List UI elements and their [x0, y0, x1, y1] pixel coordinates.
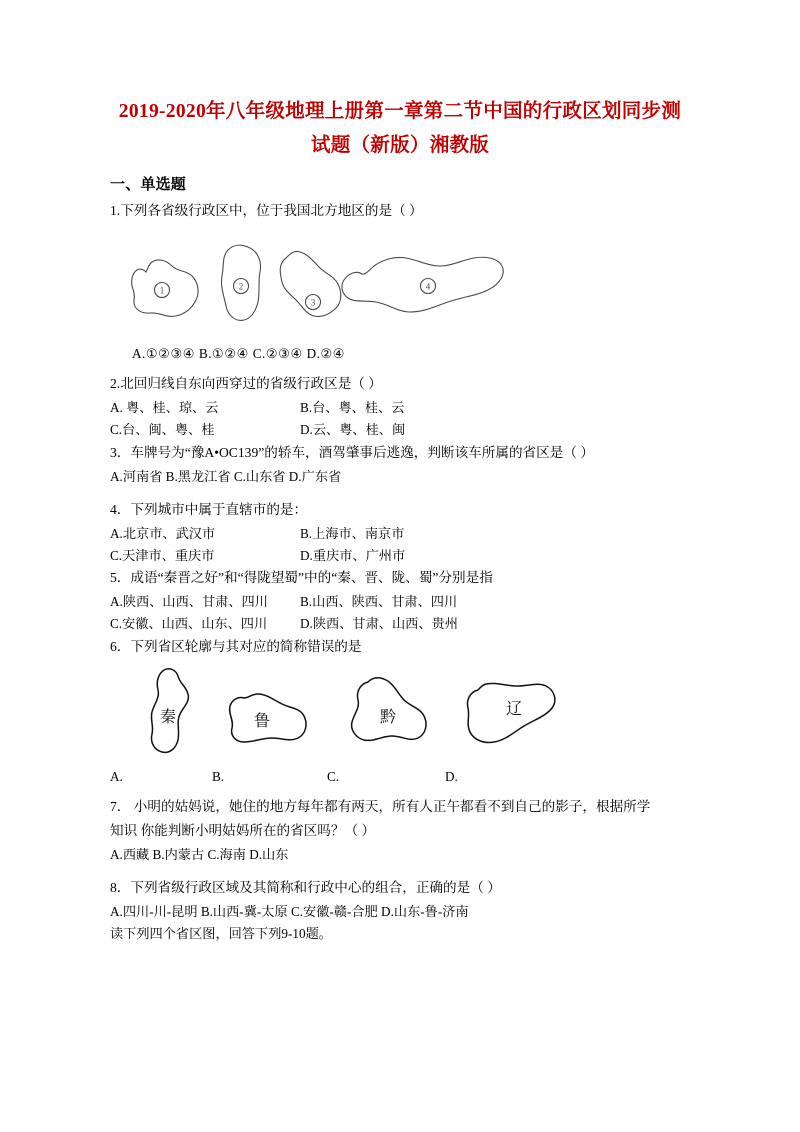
question-4-option-c: C.天津市、重庆市: [110, 548, 215, 563]
question-5-option-b: B.山西、陕西、甘肃、四川: [300, 594, 458, 610]
figure-province-outlines-abbrev: [110, 664, 690, 769]
question-4-option-a: A.北京市、武汉市: [110, 525, 216, 541]
question-2-options-row-1: [110, 397, 690, 419]
page-title-line-2: 试题（新版）湘教版: [310, 135, 490, 157]
question-6-choice-a: A.: [110, 768, 123, 784]
question-8-options: A.四川-川-昆明 B.山西-冀-太原 C.安徽-赣-合肥 D.山东-鲁-济南: [110, 903, 469, 919]
abbrev-label-qin: 秦: [159, 708, 177, 726]
question-1-stem: 1.下列各省级行政区中，位于我国北方地区的是（ ）: [110, 203, 423, 219]
question-2-stem: 2.北回归线自东向西穿过的省级行政区是（ ）: [110, 376, 382, 392]
question-3-stem: 3．车牌号为“豫A•OC139”的轿车，酒驾肇事后逃逸，判断该车所属的省区是（ ）: [110, 444, 594, 460]
page-title-line-1: 2019-2020年八年级地理上册第一章第二节中国的行政区划同步测: [118, 101, 682, 122]
question-6-choice-d: D.: [445, 768, 458, 784]
question-5-option-c: C.安徽、山西、山东、四川: [110, 616, 268, 632]
section-heading: 一、单选题: [110, 177, 187, 194]
abbrev-label-liao: 辽: [505, 700, 523, 718]
question-4-options-row-2: [110, 545, 690, 567]
question-4-stem: 4．下列城市中属于直辖市的是：: [110, 501, 308, 517]
question-7-stem-line-1: 7． 小明的姑妈说，她住的地方每年都有两天，所有人正午都看不到自己的影子，根据所学: [110, 798, 651, 814]
question-4-option-b: B.上海市、南京市: [300, 525, 405, 541]
question-3-options: A.河南省 B.黑龙江省 C.山东省 D.广东省: [110, 468, 342, 484]
question-4-options-row-1: [110, 523, 690, 545]
question-5-options-row-2: [110, 613, 690, 635]
abbrev-label-qian: 黔: [379, 708, 397, 726]
question-7-stem-line-2: 知识 你能判断小明姑妈所在的省区吗？（ ）: [110, 822, 376, 838]
question-2-option-a: A. 粤、桂、琼、云: [110, 400, 219, 416]
svg-text:1: 1: [159, 285, 165, 296]
question-5-option-a: A.陕西、山西、甘肃、四川: [110, 594, 268, 610]
question-7-options: A.西藏 B.内蒙古 C.海南 D.山东: [110, 846, 289, 862]
page-title: [110, 95, 690, 163]
svg-text:3: 3: [310, 297, 316, 308]
question-1-options: A.①②③④ B.①②④ C.②③④ D.②④: [132, 346, 346, 362]
question-6-choice-b: B.: [212, 768, 225, 784]
question-8-followup: 读下列四个省区图，回答下列9-10题。: [110, 925, 332, 941]
question-5-option-d: D.陕西、甘肃、山西、贵州: [300, 616, 458, 632]
question-6-choice-labels: [110, 769, 690, 785]
svg-text:2: 2: [238, 281, 244, 292]
question-5-options-row-1: [110, 591, 690, 613]
abbrev-label-lu: 鲁: [253, 712, 271, 730]
question-6-stem: 6．下列省区轮廓与其对应的简称错误的是: [110, 638, 362, 654]
question-2-option-d: D.云、粤、桂、闽: [300, 422, 406, 438]
question-2-options-row-2: [110, 419, 690, 441]
question-5-stem: 5．成语“秦晋之好”和“得陇望蜀”中的“秦、晋、陇、蜀”分别是指: [110, 570, 493, 586]
question-8-stem: 8．下列省级行政区域及其简称和行政中心的组合，正确的是（ ）: [110, 879, 501, 895]
question-6-choice-c: C.: [327, 768, 340, 784]
question-2-option-b: B.台、粤、桂、云: [300, 400, 405, 416]
question-2-option-c: C.台、闽、粤、桂: [110, 422, 215, 438]
question-4-option-d: D.重庆市、广州市: [300, 548, 406, 563]
figure-province-outlines-numbered: [110, 230, 690, 340]
svg-text:4: 4: [425, 281, 431, 292]
